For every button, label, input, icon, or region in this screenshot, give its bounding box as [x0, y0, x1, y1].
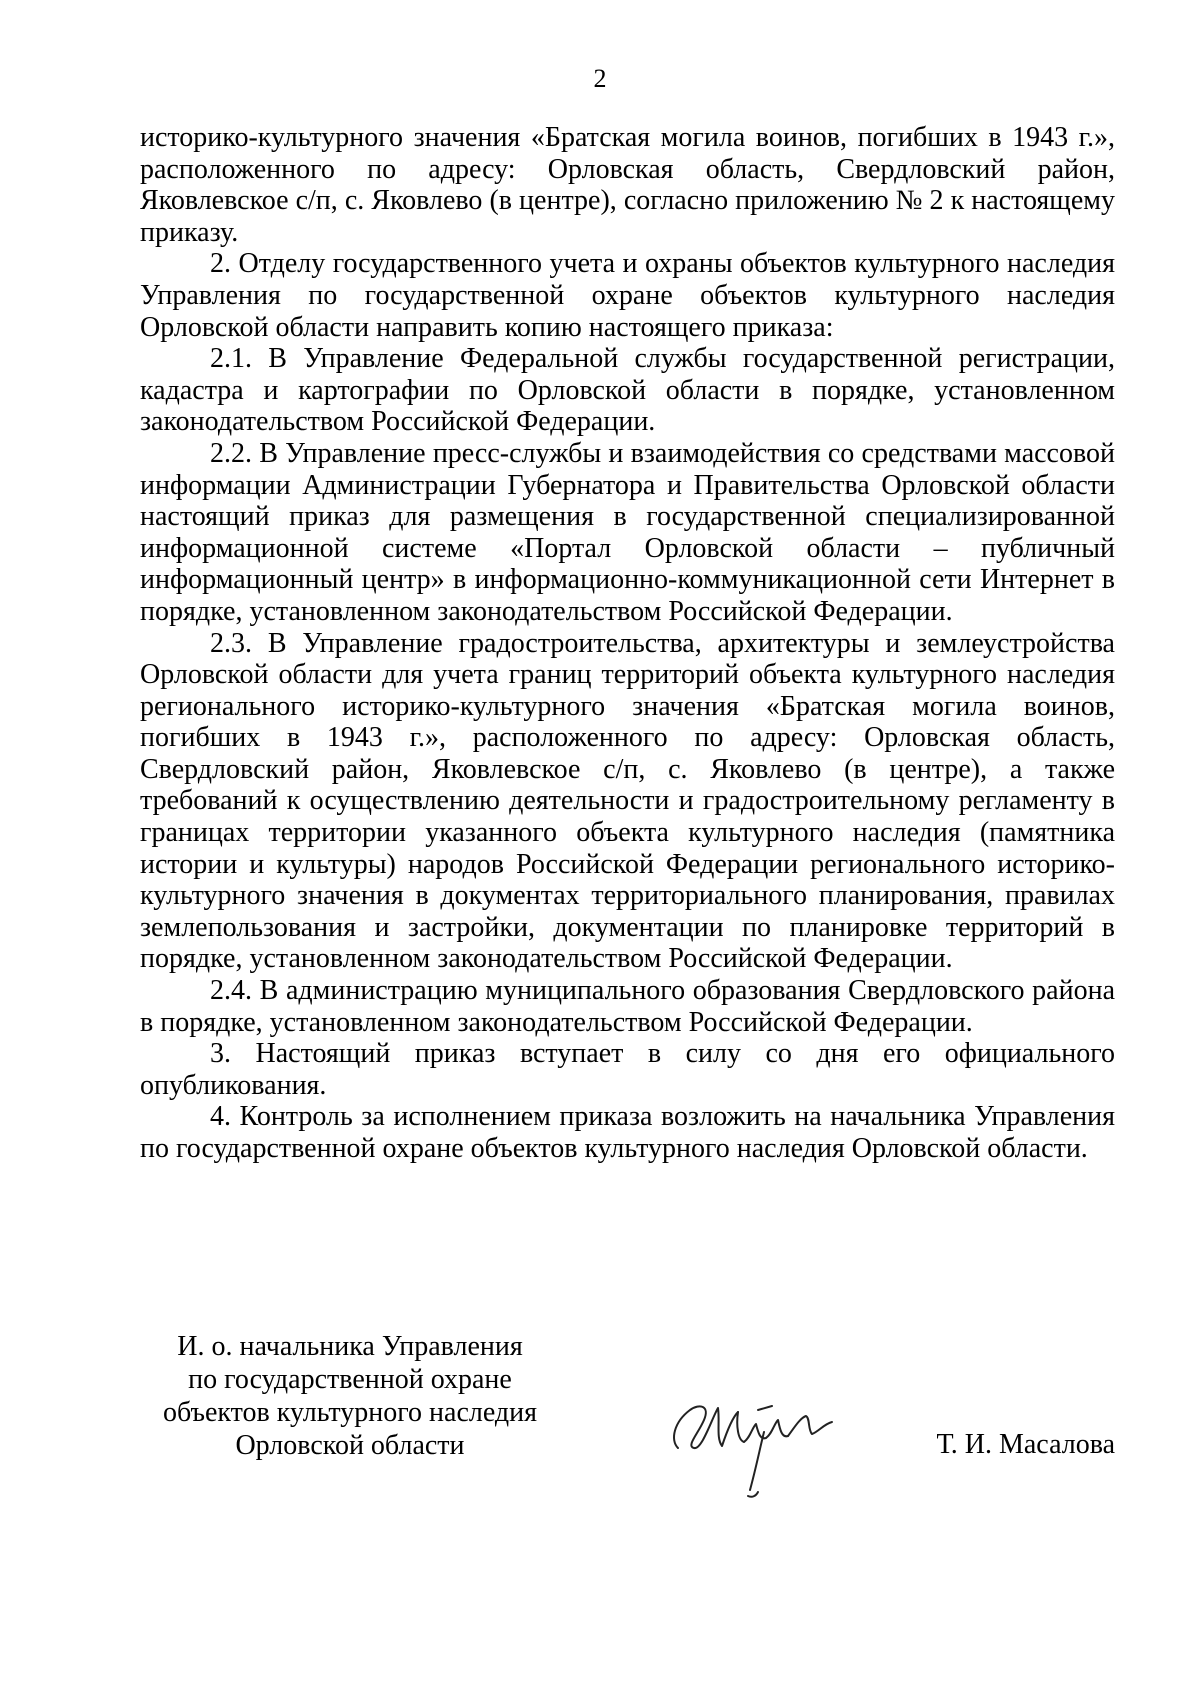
paragraph-item-4: 4. Контроль за исполнением приказа возложить на начальника Управления по государственной охране объектов культурного наследия Орловской области.: [140, 1101, 1115, 1164]
signer-position-line: И. о. начальника Управления: [177, 1331, 523, 1362]
paragraph-item-2-3: 2.3. В Управление градостроительства, архитектуры и землеустройства Орловской области для учета границ территорий объекта культурного наследия регионального историко-культурного значения «Братская могила воинов, погибших в 1943 г.», расположенного по адресу: Орловская область, Свердловский район, Яковлевское с/п, с. Яковлево (в центре), а также требований к осуществлению деятельности и градостроительному регламенту в границах территории указанного объекта культурного наследия (памятника истории и культуры) народов Российской Федерации регионального историко-культурного значения в документах территориального планирования, правилах землепользования и застройки, документации по планировке территорий в порядке, установленном законодательством Российской Федерации.: [140, 627, 1115, 975]
signer-position-line: объектов культурного наследия: [162, 1397, 538, 1428]
paragraph-item-3: 3. Настоящий приказ вступает в силу со дня его официального опубликования.: [140, 1038, 1115, 1101]
paragraph-item-2-1: 2.1. В Управление Федеральной службы государственной регистрации, кадастра и картографии по Орловской области в порядке, установленном законодательством Российской Федерации.: [140, 343, 1115, 438]
signature-block: [140, 1330, 1115, 1500]
page-number: 2: [593, 64, 607, 93]
paragraph-continuation: историко-культурного значения «Братская могила воинов, погибших в 1943 г.», расположенного по адресу: Орловская область, Свердловский район, Яковлевское с/п, с. Яковлево (в центре), согласно приложению № 2 к настоящему приказу.: [140, 122, 1115, 248]
paragraph-item-2-4: 2.4. В администрацию муниципального образования Свердловского района в порядке, установленном законодательством Российской Федерации.: [140, 975, 1115, 1038]
signer-position-line: по государственной охране: [188, 1364, 512, 1395]
paragraph-item-2: 2. Отделу государственного учета и охраны объектов культурного наследия Управления по государственной охране объектов культурного наследия Орловской области направить копию настоящего приказа:: [140, 248, 1115, 343]
signer-name: Т. И. Масалова: [936, 1429, 1115, 1460]
document-body: [140, 122, 1115, 1165]
paragraph-item-2-2: 2.2. В Управление пресс-службы и взаимодействия со средствами массовой информации Администрации Губернатора и Правительства Орловской области настоящий приказ для размещения в государственной специализированной информационной системе «Портал Орловской области – публичный информационный центр» в информационно-коммуникационной сети Интернет в порядке, установленном законодательством Российской Федерации.: [140, 437, 1115, 627]
signer-position-line: Орловской области: [235, 1430, 465, 1461]
signer-position: [140, 1330, 560, 1462]
handwritten-signature: [660, 1378, 850, 1508]
